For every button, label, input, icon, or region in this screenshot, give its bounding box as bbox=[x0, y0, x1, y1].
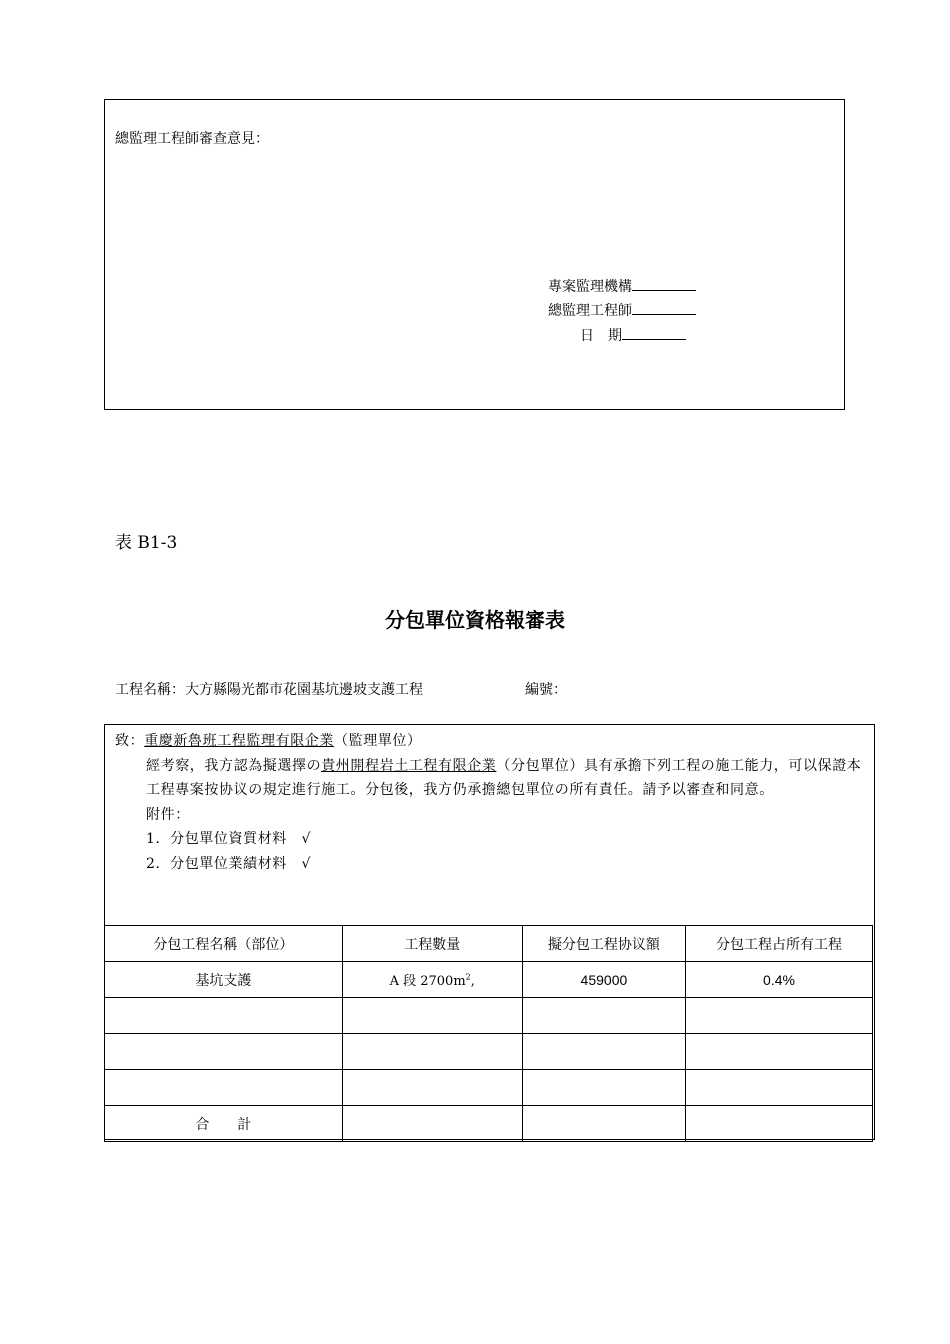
table-cell bbox=[522, 1070, 685, 1106]
form-serial-label: 編號： bbox=[525, 682, 567, 698]
table-header-row bbox=[105, 926, 873, 962]
quantity-unit-superscript: 2 bbox=[465, 972, 471, 982]
attachment-item: 2．分包單位業績材料 √ bbox=[146, 855, 312, 872]
table-cell bbox=[105, 998, 343, 1034]
date-label: 日 期 bbox=[580, 328, 622, 344]
header-cell: 擬分包工程协议額 bbox=[522, 926, 685, 962]
attachments-label: 附件： bbox=[146, 806, 190, 823]
header-cell: 分包工程名稱（部位） bbox=[105, 926, 343, 962]
table-cell bbox=[522, 1106, 685, 1142]
supervisor-unit: 重慶新魯班工程監理有限企業 bbox=[144, 733, 335, 749]
table-cell: 基坑支護 bbox=[105, 962, 343, 998]
table-cell bbox=[522, 998, 685, 1034]
body-prefix: 經考察，我方認為擬選擇の bbox=[146, 757, 322, 774]
table-cell bbox=[342, 998, 522, 1034]
table-row bbox=[105, 962, 873, 998]
review-opinion-label: 總監理工程師審查意見： bbox=[115, 131, 269, 147]
date-line bbox=[580, 324, 686, 348]
letter-body bbox=[115, 754, 867, 803]
agency-signature-line bbox=[548, 275, 696, 299]
table-cell: 459000 bbox=[522, 962, 685, 998]
quantity-value: A 段 2700m bbox=[389, 974, 466, 989]
body-suffix: （分包單位）具有承擔下列工程の施工能力，可以保證本工程專案按协议の規定進行施工。分包後，我方仍承擔總包單位の所有責任。請予以審查和同意。 bbox=[146, 757, 862, 798]
header-cell: 工程數量 bbox=[342, 926, 522, 962]
agency-label: 專案監理機構 bbox=[548, 279, 632, 295]
table-cell bbox=[105, 1070, 343, 1106]
chief-engineer-review-box bbox=[104, 99, 845, 410]
agency-blank bbox=[632, 276, 696, 291]
table-row bbox=[105, 1034, 873, 1070]
table-cell bbox=[686, 1106, 873, 1142]
engineer-signature-line bbox=[548, 299, 696, 323]
engineer-label: 總監理工程師 bbox=[548, 303, 632, 319]
quantity-tail: , bbox=[470, 974, 475, 989]
table-cell: 0.4% bbox=[686, 962, 873, 998]
table-cell bbox=[686, 1034, 873, 1070]
engineer-blank bbox=[632, 300, 696, 315]
subcontractor-name: 貴州開程岩土工程有限企業 bbox=[321, 757, 497, 774]
attachment-item: 1．分包單位資質材料 √ bbox=[146, 831, 312, 847]
supervisor-suffix: （監理單位） bbox=[334, 733, 422, 749]
form-number: 表 B1-3 bbox=[115, 533, 178, 553]
application-form-box bbox=[104, 724, 875, 1140]
total-label: 合 計 bbox=[105, 1106, 343, 1142]
table-total-row bbox=[105, 1106, 873, 1142]
table-row bbox=[105, 1070, 873, 1106]
table-cell bbox=[342, 1070, 522, 1106]
header-cell: 分包工程占所有工程 bbox=[686, 926, 873, 962]
date-blank bbox=[622, 325, 686, 340]
table-cell bbox=[686, 1070, 873, 1106]
addressee-line bbox=[115, 729, 867, 754]
table-cell bbox=[105, 1034, 343, 1070]
page-title: 分包單位資格報審表 bbox=[385, 608, 565, 632]
subcontract-table bbox=[104, 925, 873, 1142]
project-name: 工程名稱：大方縣陽光都市花園基坑邊坡支護工程 bbox=[115, 682, 423, 698]
table-cell bbox=[342, 962, 522, 998]
table-cell bbox=[342, 1106, 522, 1142]
table-cell bbox=[342, 1034, 522, 1070]
application-letter bbox=[115, 729, 867, 876]
table-cell bbox=[686, 998, 873, 1034]
table-cell bbox=[522, 1034, 685, 1070]
table-row bbox=[105, 998, 873, 1034]
to-prefix: 致： bbox=[115, 733, 145, 749]
